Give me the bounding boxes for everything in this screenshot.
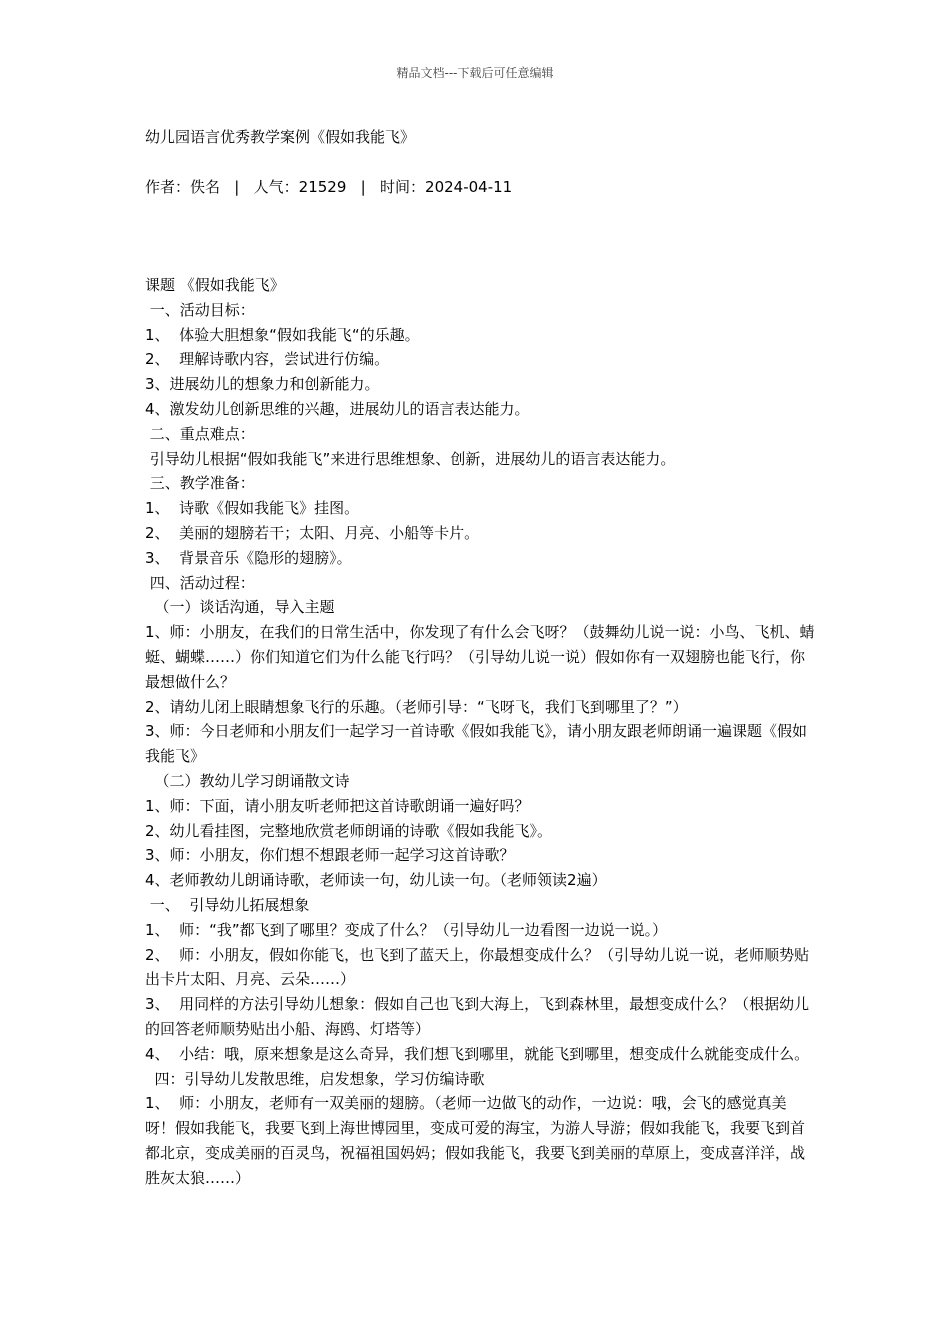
body-line: 1、 师：小朋友，老师有一双美丽的翅膀。（老师一边做飞的动作，一边说：哦，会飞的感觉真美呀！假如我能飞，我要飞到上海世博园里，变成可爱的海宝，为游人导游；假如我能飞，我要飞到首都北京，变成美丽的百灵鸟，祝福祖国妈妈；假如我能飞，我要飞到美丽的草原上，变成喜洋洋，战胜灰太狼……）: [145, 1094, 806, 1187]
document-title: 幼儿园语言优秀教学案例《假如我能飞》: [145, 128, 416, 146]
body-line: 一、活动目标：: [145, 300, 255, 319]
document-meta: 作者：佚名 | 人气：21529 | 时间：2024-04-11: [145, 178, 513, 196]
body-line: 2、 理解诗歌内容，尝试进行仿编。: [145, 350, 390, 369]
body-line: 1、 体验大胆想象“假如我能飞“的乐趣。: [145, 325, 420, 344]
body-line: 课题 《假如我能飞》: [145, 276, 285, 294]
body-line: 2、请幼儿闭上眼睛想象飞行的乐趣。（老师引导：“飞呀飞，我们飞到哪里了？”）: [145, 697, 688, 716]
body-line: 3、 背景音乐《隐形的翅膀》。: [145, 548, 352, 567]
body-line: （一）谈话沟通，导入主题: [145, 598, 335, 617]
body-line: 四、活动过程：: [145, 573, 255, 592]
body-line: 1、 诗歌《假如我能飞》挂图。: [145, 499, 360, 518]
body-line: 一、 引导幼儿拓展想象: [145, 895, 310, 914]
body-line: 3、师：今日老师和小朋友们一起学习一首诗歌《假如我能飞》，请小朋友跟老师朗诵一遍课题《假如我能飞》: [145, 722, 808, 766]
body-line: （二）教幼儿学习朗诵散文诗: [145, 771, 350, 790]
document-body: [145, 273, 815, 1190]
page-header: 精品文档---下载后可任意编辑: [396, 66, 554, 80]
body-line: 3、师：小朋友，你们想不想跟老师一起学习这首诗歌？: [145, 846, 515, 865]
body-line: 2、 美丽的翅膀若干；太阳、月亮、小船等卡片。: [145, 523, 480, 542]
body-line: 四：引导幼儿发散思维，启发想象，学习仿编诗歌: [145, 1069, 485, 1088]
body-line: 二、重点难点：: [145, 424, 255, 443]
body-line: 4、激发幼儿创新思维的兴趣，进展幼儿的语言表达能力。: [145, 399, 530, 418]
body-line: 1、师：下面，请小朋友听老师把这首诗歌朗诵一遍好吗？: [145, 796, 530, 815]
body-line: 3、 用同样的方法引导幼儿想象：假如自己也飞到大海上，飞到森林里，最想变成什么？（根据幼儿的回答老师顺势贴出小船、海鸥、灯塔等）: [145, 995, 810, 1038]
body-line: 2、幼儿看挂图，完整地欣赏老师朗诵的诗歌《假如我能飞》。: [145, 821, 553, 840]
body-line: 2、 师：小朋友，假如你能飞，也飞到了蓝天上，你最想变成什么？（引导幼儿说一说，老师顺势贴出卡片太阳、月亮、云朵……）: [145, 945, 810, 989]
body-line: 3、进展幼儿的想象力和创新能力。: [145, 375, 380, 394]
body-line: 1、师：小朋友，在我们的日常生活中，你发现了有什么会飞呀？（鼓舞幼儿说一说：小鸟、飞机、蜻蜓、蝴蝶……）你们知道它们为什么能飞行吗？（引导幼儿说一说）假如你有一双翅膀也能飞行，你最想做什么？: [145, 623, 815, 691]
body-line: 三、教学准备：: [145, 474, 255, 493]
body-line: 4、 小结：哦，原来想象是这么奇异，我们想飞到哪里，就能飞到哪里，想变成什么就能变成什么。: [145, 1044, 810, 1063]
body-line: 引导幼儿根据“假如我能飞”来进行思维想象、创新，进展幼儿的语言表达能力。: [145, 449, 676, 468]
body-line: 1、 师：“我”都飞到了哪里？变成了什么？（引导幼儿一边看图一边说一说。）: [145, 920, 668, 939]
body-line: 4、老师教幼儿朗诵诗歌，老师读一句，幼儿读一句。（老师领读2遍）: [145, 871, 607, 890]
